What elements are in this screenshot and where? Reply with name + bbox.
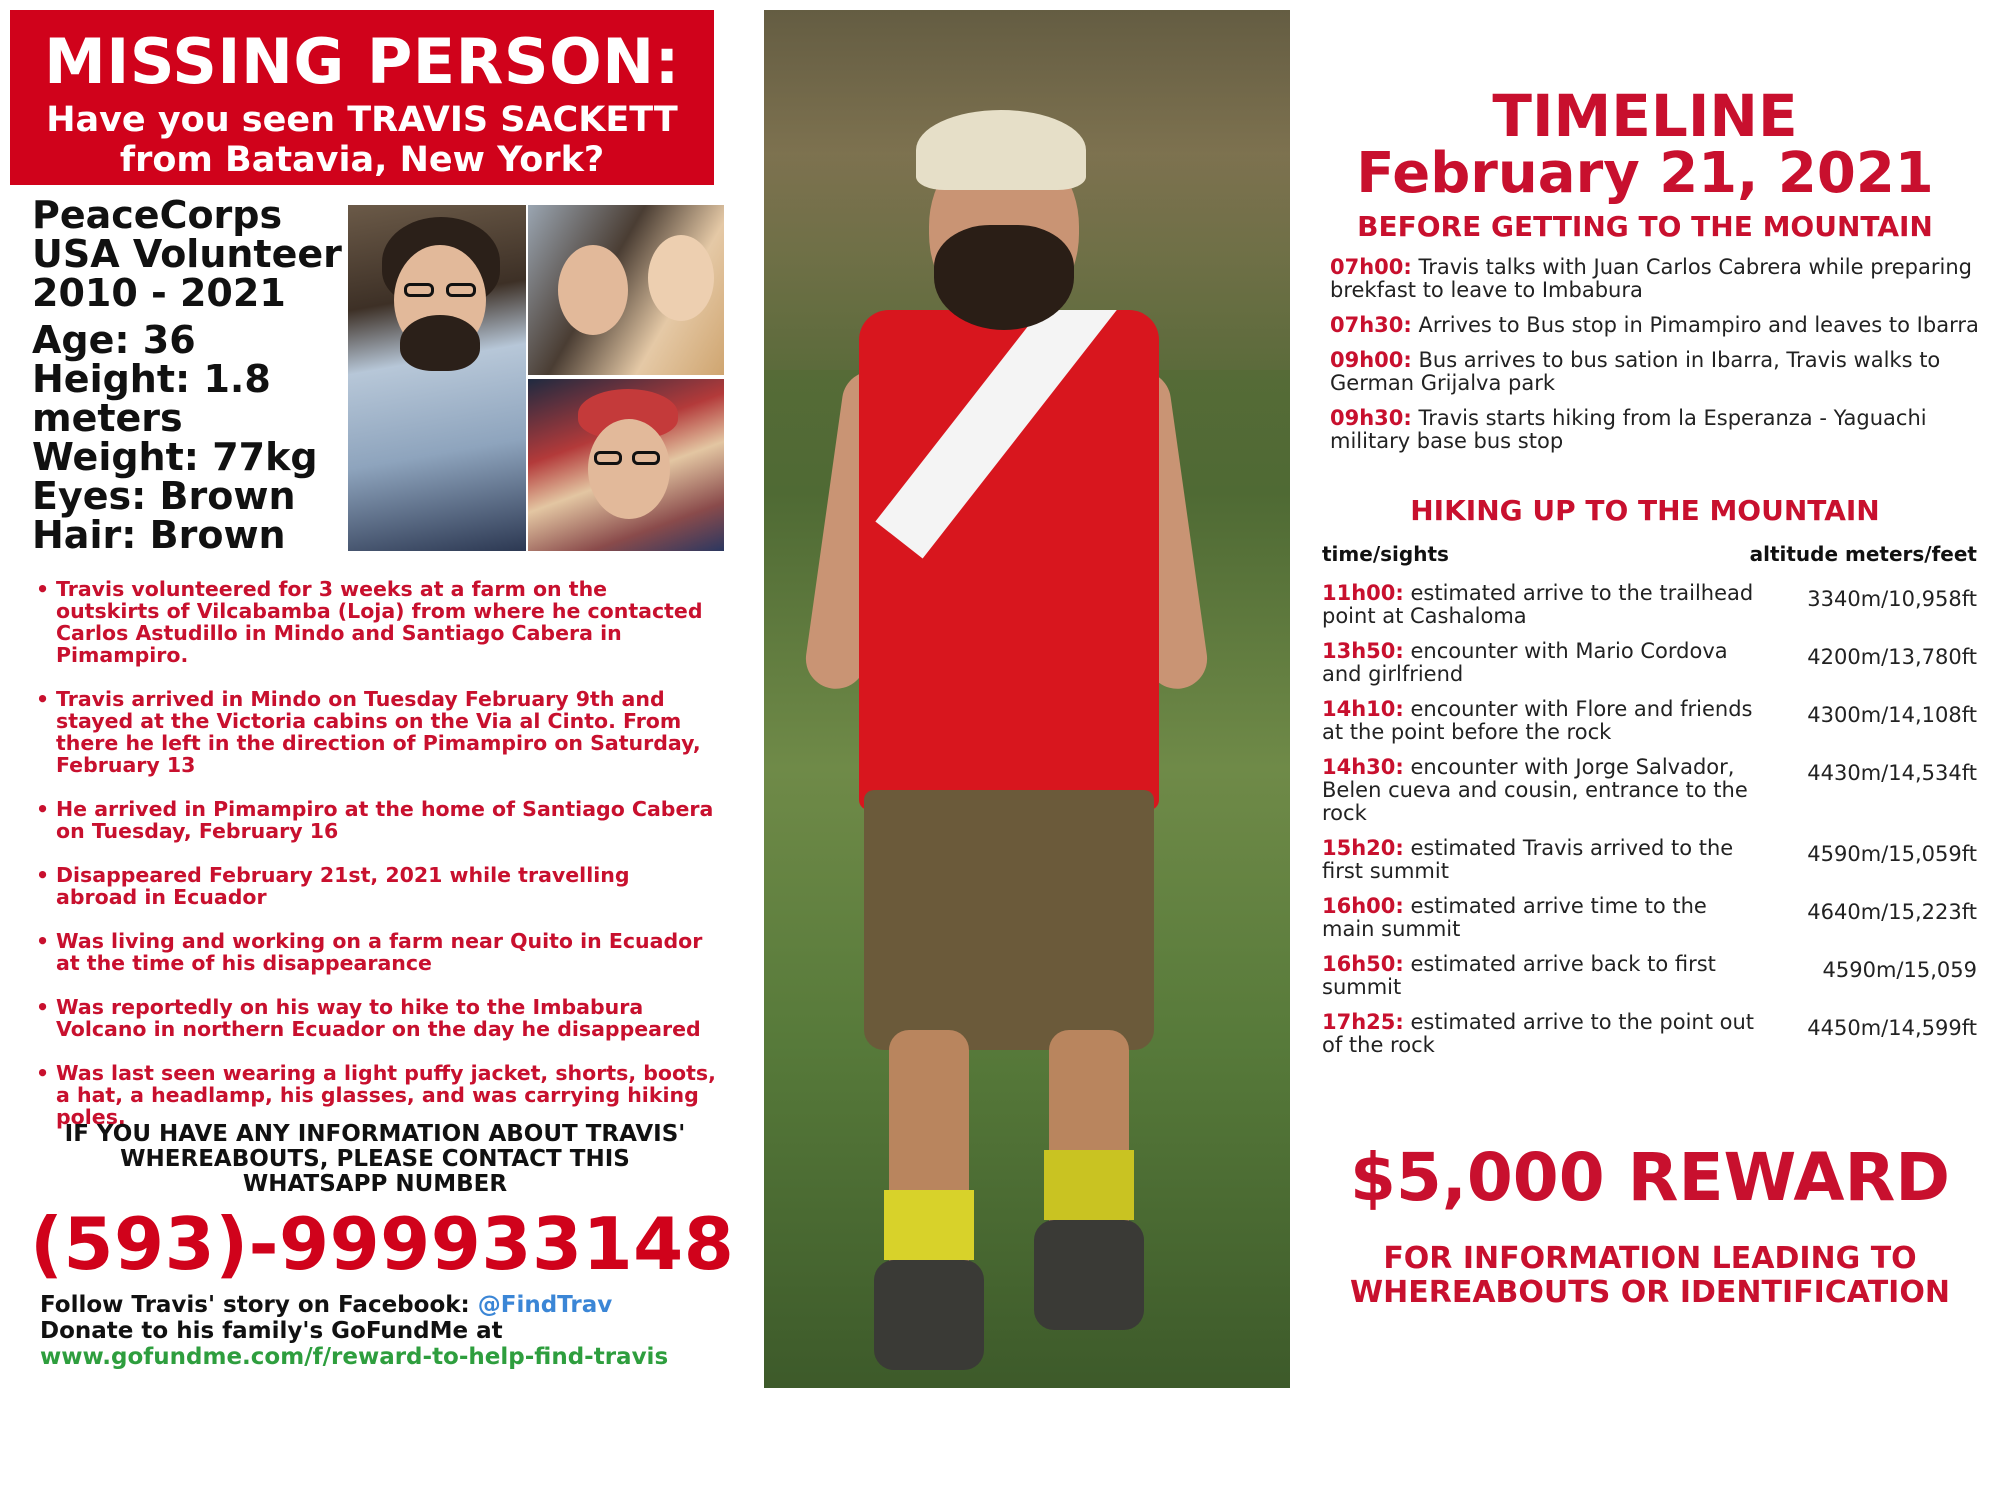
fact-item: • Disappeared February 21st, 2021 while travelling abroad in Ecuador (36, 864, 716, 908)
header-subtitle-line2: from Batavia, New York? (119, 140, 605, 180)
stat-hair: Hair: Brown (32, 513, 286, 557)
before-timeline (1330, 256, 1980, 465)
photo-travis-with-friend (526, 203, 726, 377)
contact-request-line1: IF YOU HAVE ANY INFORMATION ABOUT TRAVIS' (64, 1121, 686, 1147)
photo-collage (346, 203, 726, 553)
stat-weight: Weight: 77kg (32, 435, 318, 479)
photo-travis-with-baby (346, 203, 530, 553)
facts-list (36, 578, 716, 1150)
altitude-value: 4200m/13,780ft (1807, 645, 1977, 669)
header-title: MISSING PERSON: (44, 25, 680, 98)
altitude-value: 4430m/14,534ft (1807, 761, 1977, 785)
hiking-entry: 16h00: estimated arrive time to the main summit 4640m/15,223ft (1322, 894, 1977, 941)
header-banner (10, 10, 714, 185)
altitude-value: 4590m/15,059ft (1807, 842, 1977, 866)
column-header-altitude: altitude meters/feet (1749, 542, 1977, 566)
facebook-handle-link[interactable]: @FindTrav (477, 1292, 613, 1318)
column-header-time: time/sights (1322, 542, 1449, 566)
timeline-entry: 09h30: Travis starts hiking from la Esperanza - Yaguachi military base bus stop (1330, 406, 1927, 453)
left-column (0, 0, 735, 1500)
stat-age: Age: 36 (32, 318, 196, 362)
stat-org-line1: PeaceCorps (32, 193, 283, 237)
fact-item: • Was last seen wearing a light puffy jacket, shorts, boots, a hat, a headlamp, his glasses, and was carrying hiking poles. (36, 1062, 716, 1128)
hiking-entry: 14h30: encounter with Jorge Salvador, Belen cueva and cousin, entrance to the rock 4430m/14,534ft (1322, 755, 1977, 825)
timeline-entry: 09h00: Bus arrives to bus sation in Ibarra, Travis walks to German Grijalva park (1330, 348, 1941, 395)
reward-subtitle-line2: WHEREABOUTS OR IDENTIFICATION (1350, 1275, 1950, 1310)
before-heading: BEFORE GETTING TO THE MOUNTAIN (1357, 210, 1933, 243)
hiking-entry: 16h50: estimated arrive back to first summit 4590m/15,059 (1322, 952, 1977, 999)
donate-text: Donate to his family's GoFundMe at (40, 1318, 503, 1344)
stat-height-line1: Height: 1.8 (32, 357, 271, 401)
reward-subtitle-line1: FOR INFORMATION LEADING TO (1383, 1241, 1917, 1276)
timeline-entry: 07h00: Travis talks with Juan Carlos Cabrera while preparing brekfast to leave to Imbabura (1330, 255, 1972, 302)
photo-travis-cap (526, 377, 726, 553)
timeline-title: TIMELINE (1492, 82, 1798, 150)
header-subtitle-line1: Have you seen TRAVIS SACKETT (46, 100, 678, 140)
hiking-timeline (1322, 582, 1977, 1069)
fact-item: • Was reportedly on his way to hike to the Imbabura Volcano in northern Ecuador on the day he disappeared (36, 996, 716, 1040)
stat-height-line2: meters (32, 396, 183, 440)
altitude-value: 4300m/14,108ft (1807, 703, 1977, 727)
altitude-value: 4590m/15,059 (1822, 958, 1977, 982)
altitude-value: 4640m/15,223ft (1807, 900, 1977, 924)
person-stats (32, 193, 352, 557)
reward-amount: $5,000 REWARD (1349, 1139, 1951, 1216)
stat-org-line2: USA Volunteer (32, 232, 342, 276)
timeline-entry: 07h30: Arrives to Bus stop in Pimampiro and leaves to Ibarra (1330, 313, 1979, 337)
hiking-entry: 17h25: estimated arrive to the point out of the rock 4450m/14,599ft (1322, 1010, 1977, 1057)
altitude-value: 4450m/14,599ft (1807, 1016, 1977, 1040)
hiking-entry: 11h00: estimated arrive to the trailhead point at Cashaloma 3340m/10,958ft (1322, 581, 1977, 628)
stat-years: 2010 - 2021 (32, 271, 286, 315)
fact-item: • Was living and working on a farm near Quito in Ecuador at the time of his disappearance (36, 930, 716, 974)
timeline-date: February 21, 2021 (1356, 141, 1934, 206)
right-column (1300, 0, 2000, 1500)
photo-travis-hiking (764, 10, 1290, 1388)
fact-item: • Travis arrived in Mindo on Tuesday February 9th and stayed at the Victoria cabins on the Via al Cinto. From there he left in the direction of Pimampiro on Saturday, February 13 (36, 688, 716, 776)
stat-eyes: Eyes: Brown (32, 474, 296, 518)
fact-item: • Travis volunteered for 3 weeks at a farm on the outskirts of Vilcabamba (Loja) from where he contacted Carlos Astudillo in Mindo and Santiago Cabera in Pimampiro. (36, 578, 716, 666)
contact-request (30, 1122, 720, 1197)
social-links (40, 1292, 730, 1370)
fact-item: • He arrived in Pimampiro at the home of Santiago Cabera on Tuesday, February 16 (36, 798, 716, 842)
facebook-prefix: Follow Travis' story on Facebook: (40, 1292, 478, 1318)
altitude-value: 3340m/10,958ft (1807, 587, 1977, 611)
hiking-heading: HIKING UP TO THE MOUNTAIN (1410, 494, 1880, 527)
hiking-entry: 14h10: encounter with Flore and friends at the point before the rock 4300m/14,108ft (1322, 697, 1977, 744)
hiking-entry: 13h50: encounter with Mario Cordova and girlfriend 4200m/13,780ft (1322, 639, 1977, 686)
contact-request-line3: WHATSAPP NUMBER (242, 1171, 508, 1197)
hiking-entry: 15h20: estimated Travis arrived to the first summit 4590m/15,059ft (1322, 836, 1977, 883)
gofundme-link[interactable]: www.gofundme.com/f/reward-to-help-find-travis (40, 1344, 669, 1370)
whatsapp-phone-number: (593)-999933148 (30, 1202, 735, 1286)
contact-request-line2: WHEREABOUTS, PLEASE CONTACT THIS (120, 1146, 630, 1172)
